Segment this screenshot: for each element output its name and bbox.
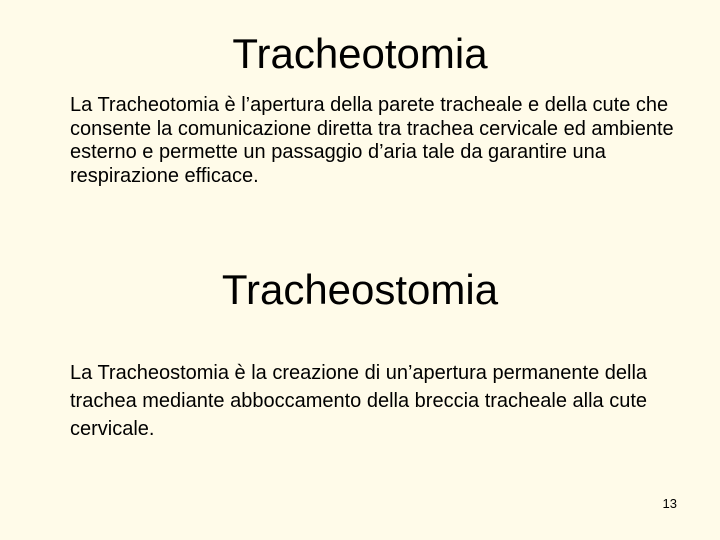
slide-title-tracheostomia: Tracheostomia (221, 266, 499, 313)
definition-tracheostomia: La Tracheostomia è la creazione di un’apertura permanente della trachea mediante abboccamento della breccia tracheale alla cute cervicale. (70, 362, 648, 440)
slide-title-tracheotomia: Tracheotomia (232, 30, 488, 77)
definition-tracheotomia: La Tracheotomia è l’apertura della parete tracheale e della cute che consente la comunicazione diretta tra trachea cervicale ed ambiente esterno e permette un passaggio d’aria tale da garantire una respirazione efficace. (70, 94, 674, 187)
page-number: 13 (662, 496, 677, 511)
